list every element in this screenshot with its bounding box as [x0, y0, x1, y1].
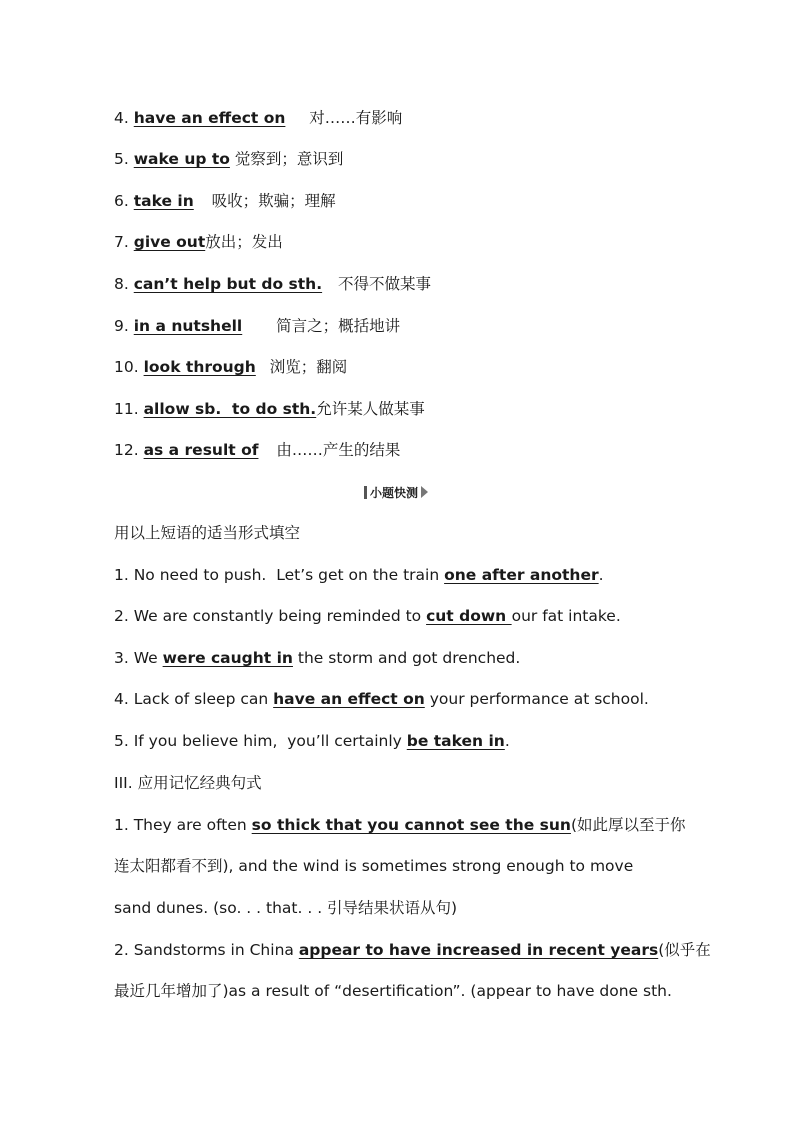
phrase-meaning: 允许某人做某事: [316, 400, 425, 418]
quiz-answer: be taken in: [406, 732, 505, 750]
quiz-item: [114, 731, 510, 751]
quiz-text: .: [598, 566, 604, 584]
phrase-meaning: 浏览；翻阅: [269, 358, 348, 376]
phrase-number: 10.: [114, 358, 139, 376]
quiz-banner-label: 小题快测: [369, 485, 418, 500]
phrase-meaning: 吸收；欺骗；理解: [211, 192, 336, 210]
quiz-answer: were caught in: [162, 649, 293, 667]
phrase-number: 7.: [114, 233, 129, 251]
sentence-line: 连太阳都看不到), and the wind is sometimes strong enough to move: [114, 857, 634, 875]
phrase-number: 6.: [114, 192, 129, 210]
phrase-text: wake up to: [133, 150, 230, 168]
quiz-text: 2. We are constantly being reminded to: [114, 607, 427, 625]
quiz-item: [114, 606, 621, 626]
phrase-number: 8.: [114, 275, 129, 293]
phrase-meaning: 觉察到；意识到: [234, 150, 344, 168]
quiz-banner: [357, 483, 435, 501]
quiz-answer: one after another: [444, 566, 599, 584]
phrase-item: [114, 232, 283, 252]
phrase-meaning: 由……产生的结果: [276, 441, 401, 459]
phrase-meaning: 简言之；概括地讲: [276, 317, 401, 335]
quiz-text: 3. We: [114, 649, 163, 667]
sentence-line: [114, 940, 711, 960]
phrase-item: [114, 191, 336, 211]
phrase-number: 4.: [114, 109, 129, 127]
phrase-meaning: 不得不做某事: [337, 275, 431, 293]
phrase-item: [114, 357, 347, 377]
phrase-item: [114, 440, 400, 460]
section-title: III. 应用记忆经典句式: [114, 774, 262, 792]
phrase-text: allow sb. to do sth.: [143, 400, 317, 418]
phrase-number: 9.: [114, 317, 129, 335]
phrase-number: 12.: [114, 441, 139, 459]
phrase-number: 11.: [114, 400, 139, 418]
phrase-item: [114, 399, 425, 419]
phrase-item: [114, 274, 431, 294]
phrase-item: [114, 108, 402, 128]
phrase-text: can’t help but do sth.: [133, 275, 323, 293]
sentence-text: (如此厚以至于你: [570, 816, 686, 834]
quiz-answer: cut down: [426, 607, 512, 625]
quiz-text: the storm and got drenched.: [292, 649, 521, 667]
sentence-line: sand dunes. (so. . . that. . . 引导结果状语从句): [114, 899, 458, 917]
quiz-instruction: 用以上短语的适当形式填空: [114, 524, 301, 542]
sentence-answer: appear to have increased in recent years: [298, 941, 659, 959]
phrase-text: in a nutshell: [133, 317, 243, 335]
sentence-text: 2. Sandstorms in China: [114, 941, 299, 959]
quiz-text: .: [504, 732, 510, 750]
sentence-line: [114, 815, 686, 835]
banner-bar-icon: [364, 486, 367, 499]
quiz-text: your performance at school.: [424, 690, 649, 708]
banner-arrow-icon: [421, 486, 428, 498]
phrase-text: give out: [133, 233, 206, 251]
sentence-text: (似乎在: [658, 941, 711, 959]
phrase-item: [114, 316, 400, 336]
quiz-answer: have an effect on: [273, 690, 425, 708]
sentence-text: 1. They are often: [114, 816, 252, 834]
phrase-number: 5.: [114, 150, 129, 168]
phrase-item: [114, 149, 343, 169]
phrase-meaning: 对……有影响: [309, 109, 403, 127]
quiz-item: [114, 689, 649, 709]
phrase-meaning: 放出；发出: [205, 233, 283, 251]
sentence-answer: so thick that you cannot see the sun: [251, 816, 571, 834]
quiz-text: 5. If you believe him, you’ll certainly: [114, 732, 407, 750]
quiz-item: [114, 565, 604, 585]
phrase-text: as a result of: [143, 441, 259, 459]
quiz-text: 1. No need to push. Let’s get on the train: [114, 566, 445, 584]
phrase-text: have an effect on: [133, 109, 286, 127]
phrase-text: look through: [143, 358, 256, 376]
sentence-line: 最近几年增加了)as a result of “desertification”. (appear to have done sth.: [114, 982, 672, 1000]
quiz-text: our fat intake.: [511, 607, 621, 625]
phrase-text: take in: [133, 192, 194, 210]
quiz-text: 4. Lack of sleep can: [114, 690, 274, 708]
quiz-item: [114, 648, 520, 668]
